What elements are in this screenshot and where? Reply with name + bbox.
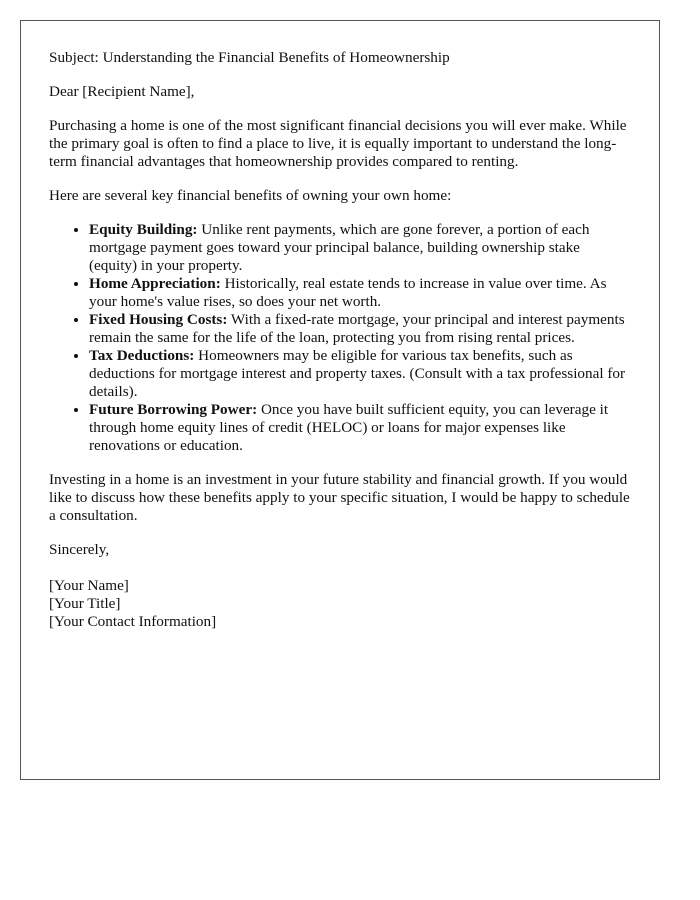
letter-subject: Subject: Understanding the Financial Benefits of Homeownership <box>49 49 450 66</box>
benefit-title: Future Borrowing Power: <box>89 401 258 418</box>
benefit-title: Tax Deductions: <box>89 347 195 364</box>
signature-name: [Your Name] <box>49 577 129 594</box>
benefit-description: Homeowners may be eligible for various tax benefits, such as deductions for mortgage interest and property taxes. (Consult with a tax professional for details). <box>89 347 626 400</box>
benefit-title: Home Appreciation: <box>89 275 221 292</box>
benefit-title: Fixed Housing Costs: <box>89 311 228 328</box>
benefit-description: With a fixed-rate mortgage, your principal and interest payments remain the same for the life of the loan, protecting you from rising rental prices. <box>89 311 625 346</box>
signature-title: [Your Title] <box>49 595 121 612</box>
benefit-item-fixed-housing-costs <box>89 311 631 347</box>
benefits-list <box>49 221 631 455</box>
letter-salutation: Dear [Recipient Name], <box>49 83 195 100</box>
benefit-title: Equity Building: <box>89 221 198 238</box>
benefit-item-tax-deductions <box>89 347 631 401</box>
benefit-item-equity-building <box>89 221 631 275</box>
signature-block <box>49 577 631 631</box>
benefits-intro: Here are several key financial benefits of owning your own home: <box>49 187 452 204</box>
benefit-item-future-borrowing-power <box>89 401 631 455</box>
letter-container <box>20 20 660 780</box>
conclusion-paragraph: Investing in a home is an investment in your future stability and financial growth. If you would like to discuss how these benefits apply to your specific situation, I would be happy to schedule a consultation. <box>49 471 630 524</box>
benefit-description: Historically, real estate tends to increase in value over time. As your home's value rises, so does your net worth. <box>89 275 607 310</box>
letter-closing: Sincerely, <box>49 541 110 558</box>
benefit-description: Once you have built sufficient equity, you can leverage it through home equity lines of credit (HELOC) or loans for major expenses like renovations or education. <box>89 401 609 454</box>
signature-contact: [Your Contact Information] <box>49 613 217 630</box>
benefit-item-home-appreciation <box>89 275 631 311</box>
intro-paragraph: Purchasing a home is one of the most significant financial decisions you will ever make. While the primary goal is often to find a place to live, it is equally important to understand the long-term financial advantages that homeownership provides compared to renting. <box>49 117 627 170</box>
benefit-description: Unlike rent payments, which are gone forever, a portion of each mortgage payment goes toward your principal balance, building ownership stake (equity) in your property. <box>89 221 590 274</box>
